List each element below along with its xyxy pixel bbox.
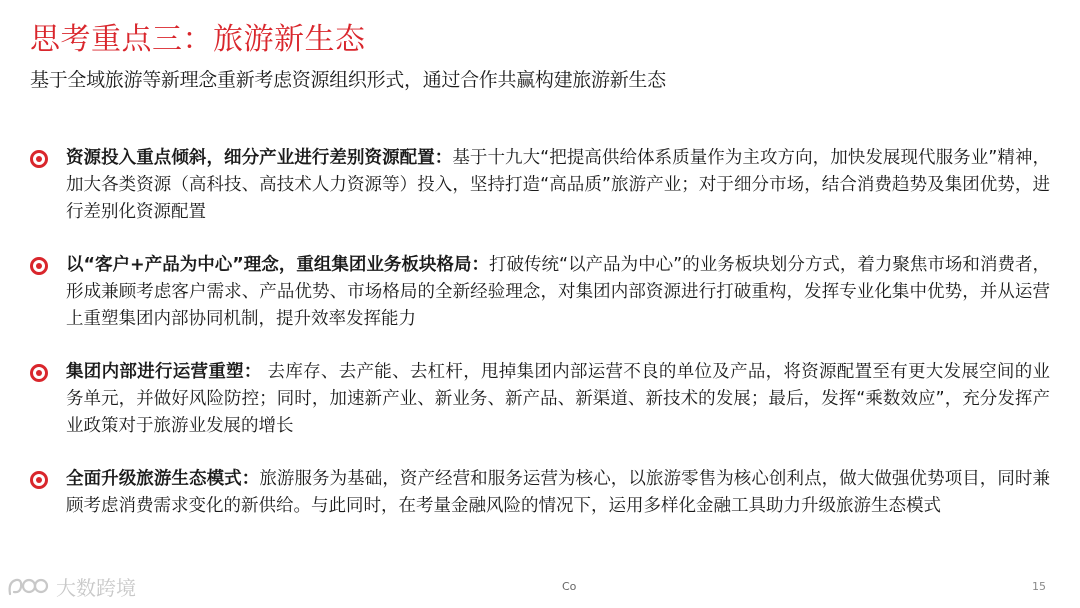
bullet-list — [30, 145, 1050, 546]
bullet-heading: 以“客户+产品为中心”理念，重组集团业务板块格局： — [66, 255, 489, 275]
bullet-body: 旅游服务为基础，资产经营和服务运营为核心，以旅游零售为核心创利点，做大做强优势项目，同时兼顾考虑消费需求变化的新供给。与此同时，在考量金融风险的情况下，运用多样化金融工具助力升级旅游生态模式 — [66, 469, 1051, 516]
slide-subtitle: 基于全域旅游等新理念重新考虑资源组织形式，通过合作共赢构建旅游新生态 — [30, 69, 666, 91]
bullet-body: 打破传统“以产品为中心”的业务板块划分方式，着力聚焦市场和消费者，形成兼顾考虑客户需求、产品优势、市场格局的全新经验理念，对集团内部资源进行打破重构，发挥专业化集中优势，并从运营上重塑集团内部协同机制，提升效率发挥能力 — [66, 255, 1050, 329]
bullet-item — [30, 466, 1050, 520]
bullet-item — [30, 359, 1050, 440]
bullet-body: 基于十九大“把提高供给体系质量作为主攻方向，加快发展现代服务业”精神，加大各类资源（高科技、高技术人力资源等）投入，坚持打造“高品质”旅游产业；对于细分市场，结合消费趋势及集团优势，进行差别化资源配置 — [66, 148, 1050, 222]
target-bullet-icon — [30, 471, 48, 489]
target-bullet-icon — [30, 364, 48, 382]
bullet-heading: 全面升级旅游生态模式： — [66, 469, 260, 489]
bullet-body: 去库存、去产能、去杠杆，甩掉集团内部运营不良的单位及产品，将资源配置至有更大发展空间的业务单元，并做好风险防控；同时，加速新产业、新业务、新产品、新渠道、新技术的发展；最后，发挥“乘数效应”，充分发挥产业政策对于旅游业发展的增长 — [66, 362, 1050, 436]
bullet-item — [30, 252, 1050, 333]
bullet-heading: 集团内部进行运营重塑： — [66, 362, 262, 382]
slide-title: 思考重点三：旅游新生态 — [30, 22, 366, 57]
target-bullet-icon — [30, 257, 48, 275]
page-number: 15 — [1032, 580, 1046, 593]
bullet-heading: 资源投入重点倾斜，细分产业进行差别资源配置： — [66, 148, 453, 168]
bullet-item — [30, 145, 1050, 226]
target-bullet-icon — [30, 150, 48, 168]
footer-mark: Co — [562, 580, 577, 593]
watermark-logo-icon — [6, 574, 50, 600]
watermark-text: 大数跨境 — [56, 576, 136, 600]
watermark — [6, 572, 136, 601]
